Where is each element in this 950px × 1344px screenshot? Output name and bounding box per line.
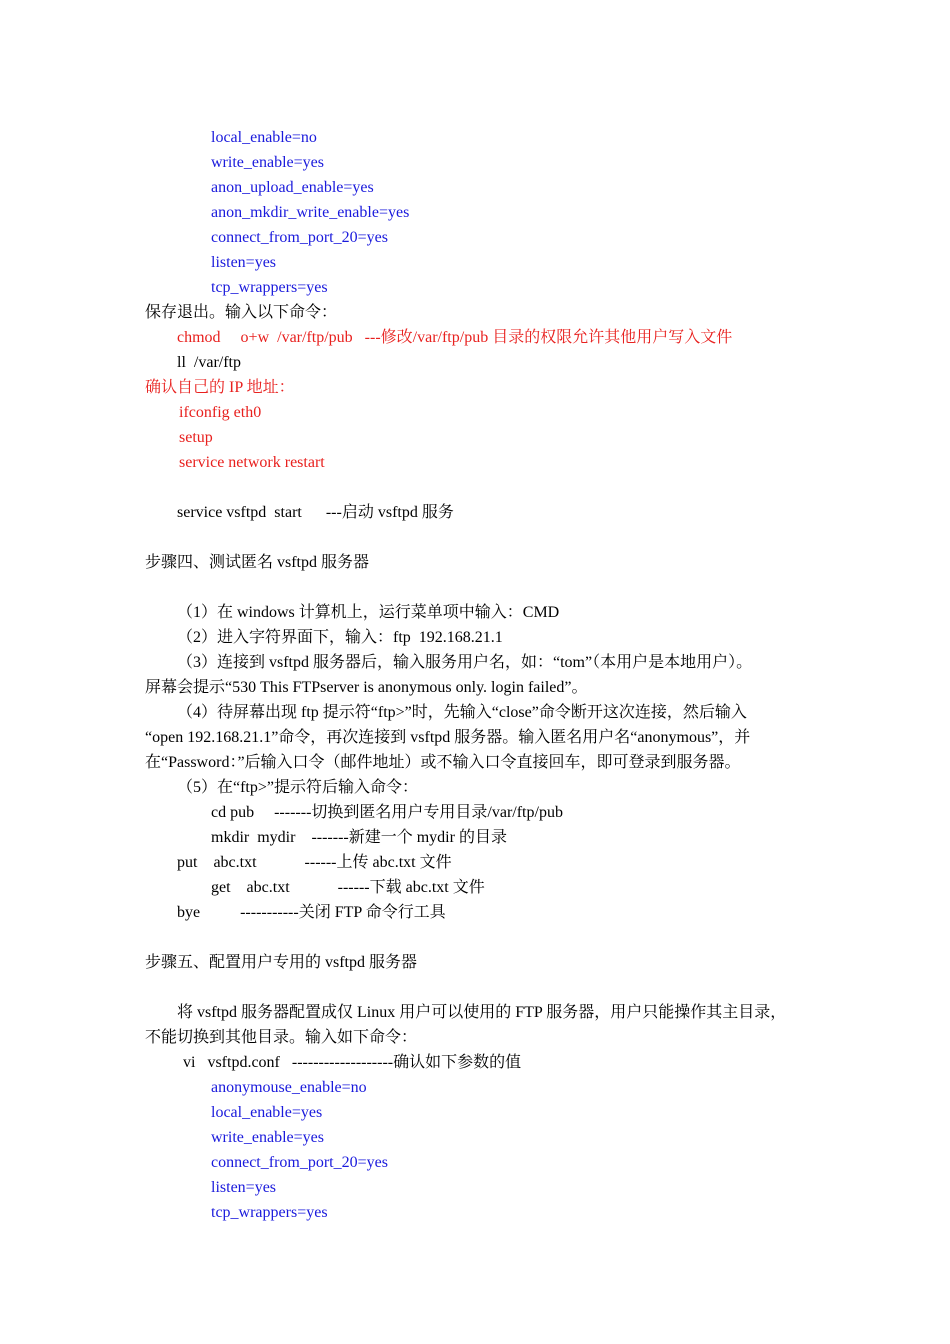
chmod-command: chmod o+w /var/ftp/pub ---修改/var/ftp/pub 目录的权限允许其他用户写入文件 xyxy=(177,329,733,346)
step5-heading: 步骤五、配置用户专用的 vsftpd 服务器 xyxy=(145,954,418,971)
config-line: local_enable=yes xyxy=(211,1104,323,1121)
step4-item-4-line3: 在“Password：”后输入口令（邮件地址）或不输入口令直接回车，即可登录到服务器。 xyxy=(145,754,741,771)
ftp-cd-command: cd pub -------切换到匿名用户专用目录/var/ftp/pub xyxy=(211,804,563,821)
config-line: anon_upload_enable=yes xyxy=(211,179,374,196)
step4-item-4-line1: （4）待屏幕出现 ftp 提示符“ftp>”时，先输入“close”命令断开这次连接，然后输入 xyxy=(177,704,747,721)
step5-paragraph-line2: 不能切换到其他目录。输入如下命令： xyxy=(145,1029,418,1046)
step4-item-4-line2: “open 192.168.21.1”命令，再次连接到 vsftpd 服务器。输入匿名用户名“anonymous”，并 xyxy=(145,729,751,746)
config-line: listen=yes xyxy=(211,254,277,271)
ftp-bye-command: bye -----------关闭 FTP 命令行工具 xyxy=(177,904,446,921)
step4-item-3-line1: （3）连接到 vsftpd 服务器后，输入服务用户名，如：“tom”（本用户是本地用户）。 xyxy=(177,654,753,671)
ftp-mkdir-command: mkdir mydir -------新建一个 mydir 的目录 xyxy=(211,829,507,846)
step4-item-1: （1）在 windows 计算机上，运行菜单项中输入：CMD xyxy=(177,604,560,621)
config-line: write_enable=yes xyxy=(211,1129,324,1146)
ll-command: ll /var/ftp xyxy=(177,354,241,371)
config-line: tcp_wrappers=yes xyxy=(211,1204,328,1221)
config-line: local_enable=no xyxy=(211,129,317,146)
step4-heading: 步骤四、测试匿名 vsftpd 服务器 xyxy=(145,554,370,571)
service-start-command: service vsftpd start ---启动 vsftpd 服务 xyxy=(177,504,454,521)
config-line: listen=yes xyxy=(211,1179,277,1196)
vi-command: vi vsftpd.conf -------------------确认如下参数的值 xyxy=(183,1054,522,1071)
config-line: connect_from_port_20=yes xyxy=(211,229,388,246)
config-line: anonymouse_enable=no xyxy=(211,1079,367,1096)
ip-command: service network restart xyxy=(179,454,325,471)
config-line: write_enable=yes xyxy=(211,154,324,171)
save-exit-text: 保存退出。输入以下命令： xyxy=(145,304,338,321)
step4-item-3-line2: 屏幕会提示“530 This FTPserver is anonymous only. login failed”。 xyxy=(145,679,588,696)
config-line: connect_from_port_20=yes xyxy=(211,1154,388,1171)
ftp-get-command: get abc.txt ------下载 abc.txt 文件 xyxy=(211,879,485,896)
config-line: anon_mkdir_write_enable=yes xyxy=(211,204,410,221)
step4-item-2: （2）进入字符界面下，输入：ftp 192.168.21.1 xyxy=(177,629,503,646)
ip-command: setup xyxy=(179,429,213,446)
ftp-put-command: put abc.txt ------上传 abc.txt 文件 xyxy=(177,854,452,871)
confirm-ip-heading: 确认自己的 IP 地址： xyxy=(145,379,295,396)
config-line: tcp_wrappers=yes xyxy=(211,279,328,296)
step4-item-5: （5）在“ftp>”提示符后输入命令： xyxy=(177,779,419,796)
ip-command: ifconfig eth0 xyxy=(179,404,262,421)
step5-paragraph-line1: 将 vsftpd 服务器配置成仅 Linux 用户可以使用的 FTP 服务器，用户只能操作其主目录， xyxy=(177,1004,787,1021)
